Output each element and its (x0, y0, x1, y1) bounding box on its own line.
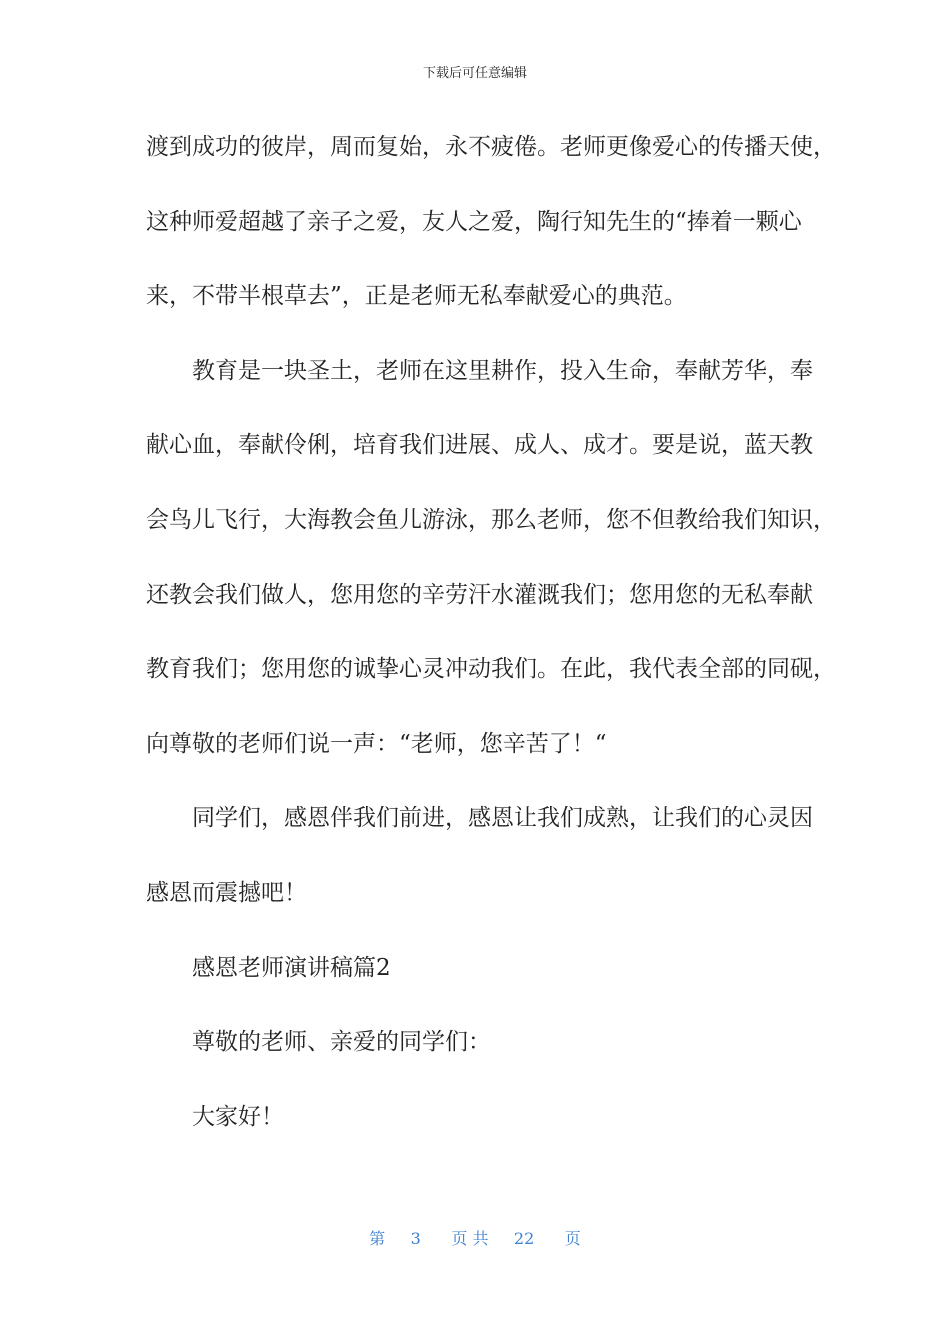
page-header: 下载后可任意编辑 (422, 66, 527, 81)
text-line: 渡到成功的彼岸，周而复始，永不疲倦。老师更像爱心的传播天使， (146, 134, 836, 160)
paragraph-start-line: 教育是一块圣土，老师在这里耕作，投入生命，奉献芳华，奉 (192, 357, 813, 384)
footer-prefix: 第 (369, 1229, 386, 1248)
text-line: 献心血，奉献伶俐，培育我们进展、成人、成才。要是说，蓝天教 (146, 432, 813, 459)
salutation-line: 尊敬的老师、亲爱的同学们： (192, 1029, 491, 1056)
text-line: 还教会我们做人，您用您的辛劳汗水灌溉我们；您用您的无私奉献 (146, 581, 813, 608)
text-line: 教育我们；您用您的诚挚心灵冲动我们。在此，我代表全部的同砚， (146, 656, 836, 683)
section-title: 感恩老师演讲稿篇2 (192, 954, 391, 981)
text-line: 感恩而震撼吧！ (146, 879, 307, 906)
body-text (146, 127, 836, 1171)
paragraph-start-line: 同学们，感恩伴我们前进，感恩让我们成熟，让我们的心灵因 (192, 805, 813, 832)
current-page-number: 3 (410, 1229, 421, 1248)
footer-suffix: 页 (564, 1229, 581, 1248)
text-line: 这种师爱超越了亲子之爱，友人之爱，陶行知先生的“捧着一颗心 (146, 208, 802, 235)
text-line: 来，不带半根草去”，正是老师无私奉献爱心的典范。 (146, 283, 687, 310)
greeting-line: 大家好！ (192, 1103, 284, 1130)
footer-middle: 页 共 (451, 1229, 489, 1248)
total-pages-number: 22 (513, 1229, 535, 1248)
text-line: 向尊敬的老师们说一声：“老师，您辛苦了！“ (146, 730, 607, 757)
page-footer (0, 1229, 950, 1249)
text-line: 会鸟儿飞行，大海教会鱼儿游泳，那么老师，您不但教给我们知识， (146, 506, 836, 533)
